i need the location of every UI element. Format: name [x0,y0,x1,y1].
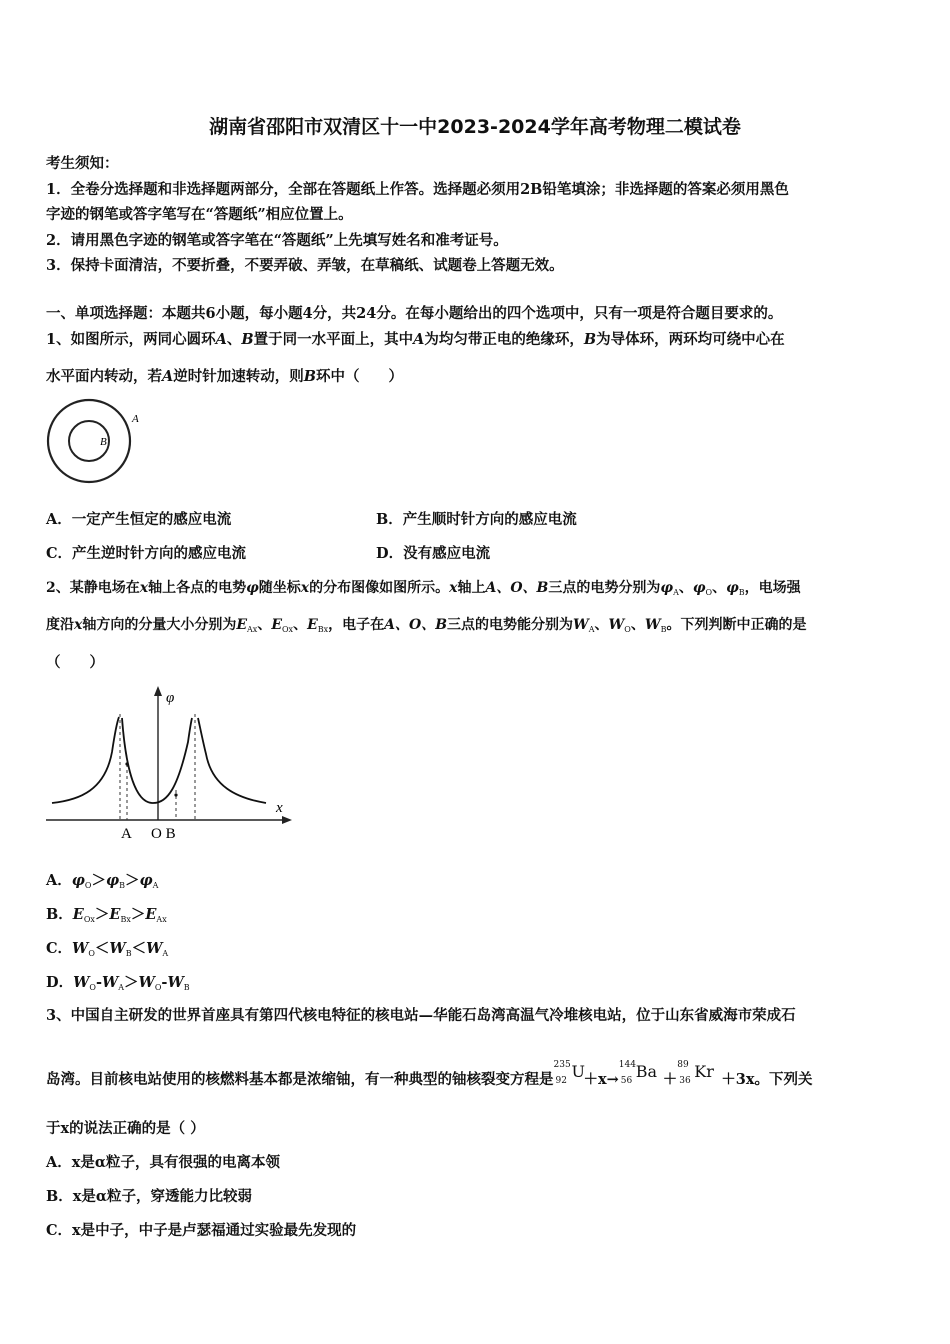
q2-sub: A [588,625,595,634]
q1-ring-b: B [303,368,317,385]
q1-text: 为导体环，两环均可绕中心在 [596,331,785,348]
mass-number: 89 [677,1060,689,1070]
q3-plus: ＋ [662,1071,678,1088]
q3-text: 岛湾。目前核电站使用的核燃料基本都是浓缩铀，有一种典型的铀核裂变方程是 [46,1071,554,1088]
q1-ring-a: A [215,331,227,348]
q2-sub: B [738,588,745,597]
q2-e: E [236,617,248,633]
q2-option-a[interactable] [46,869,158,890]
q2-text: 轴上各点的电势 [148,580,247,596]
option-letter: D． [46,974,74,991]
q2-sep: 、 [257,617,272,633]
q2-text: 三点的电势分别为 [548,580,661,596]
q2-sub: A [152,881,159,890]
q2-sub: O [84,881,92,890]
q1-ring-b: B [583,331,597,348]
q2-sub: A [118,983,125,992]
q3-option-a[interactable]: A．x是α粒子，具有很强的电离本领 [46,1154,281,1171]
q2-phi-a: φ [660,580,674,596]
q3-option-c[interactable]: C．x是中子，中子是卢瑟福通过实验最先发现的 [46,1222,357,1239]
q2-sep: 、 [678,580,693,596]
notice-item-3: 3．保持卡面清洁，不要折叠，不要弄破、弄皱，在草稿纸、试题卷上答题无效。 [46,257,564,274]
q2-stem-line2 [46,614,806,634]
q1-text: 逆时针加速转动，则 [173,368,304,385]
q2-sub: B [660,625,667,634]
q2-sub: O [88,949,95,958]
q3-stem-line2 [46,1062,813,1090]
section-heading: 一、单项选择题：本题共6小题，每小题4分，共24分。在每小题给出的四个选项中，只有一项是符合题目要求的。 [46,305,783,322]
q3-stem-line3: 于x的说法正确的是（ ） [46,1120,205,1137]
q2-sub: O [154,983,162,992]
q2-gt: ＞ [91,872,106,889]
q2-minus: - [95,974,102,991]
q2-phi: φ [105,872,120,889]
q1-ring-a: A [413,331,425,348]
q2-phi: φ [71,872,85,889]
q2-sub: A [673,588,679,597]
q2-w: W [644,617,661,633]
q2-sep: 、 [630,617,645,633]
q2-option-d[interactable] [46,971,190,992]
q2-sep: 、 [712,580,727,596]
q1-text: 置于同一水平面上，其中 [253,331,414,348]
q2-text: 随坐标 [258,580,301,596]
page-title: 湖南省邵阳市双清区十一中2023-2024学年高考物理二模试卷 [209,116,741,138]
notice-heading: 考生须知： [46,155,119,172]
q2-sep: 、 [293,617,308,633]
option-letter: B． [46,906,73,923]
q2-text: 2、某静电场在 [46,580,140,596]
q2-gt: ＞ [130,906,146,923]
q2-text: 三点的电势能分别为 [447,617,574,633]
q1-option-c[interactable]: C．产生逆时针方向的感应电流 [46,545,247,562]
curve-middle-branch [122,718,192,803]
q2-stem-line1 [46,577,801,597]
x-axis-label: x [276,800,283,816]
q3-option-b[interactable]: B．x是α粒子，穿透能力比较弱 [46,1188,253,1205]
q2-points: A、O、B [384,617,448,633]
element-symbol: Kr [694,1062,714,1081]
q2-e: E [109,906,121,923]
q2-var-x: x [139,580,149,596]
q2-phi: φ [139,872,153,889]
q3-stem-line1: 3、中国自主研发的世界首座具有第四代核电特征的核电站—华能石岛湾高温气冷堆核电站，位于山东省威海市荣成石 [46,1007,796,1024]
nuclide-uranium [554,1062,584,1090]
q1-option-b[interactable]: B．产生顺时针方向的感应电流 [376,511,577,528]
q1-stem-line1 [46,328,785,349]
q2-text: 。下列判断中正确的是 [666,617,807,633]
q2-stem-line3: （ ） [46,654,104,671]
q2-var-x: x [300,580,310,596]
x-axis-arrow [282,816,292,824]
atomic-number: 56 [620,1076,633,1086]
outer-ring-a [48,400,130,482]
q2-gt: ＞ [124,872,140,889]
q2-sub: B [119,881,125,890]
q2-lt: ＜ [131,940,147,957]
q3-text: ＋x→ [583,1071,619,1088]
q2-sub: Bx [317,625,329,634]
q3-text: ＋3x。下列关 [721,1071,813,1088]
q2-w: W [72,940,89,957]
q2-text: ，电子在 [328,617,385,633]
q2-e: E [307,617,318,633]
q2-text: 轴方向的分量大小分别为 [82,617,237,633]
nuclide-krypton [677,1062,721,1090]
q2-sub: O [705,588,713,597]
atomic-number: 36 [679,1076,691,1086]
q1-sep: 、 [226,331,242,348]
q2-lt: ＜ [94,940,110,957]
q2-e: E [145,906,157,923]
mass-number: 235 [553,1060,571,1070]
q2-w: W [73,974,90,991]
q1-rings-figure [44,394,154,488]
q2-potential-graph [40,682,300,844]
element-symbol: U [571,1062,585,1081]
q2-sub: O [624,625,631,634]
q2-sub: B [183,983,190,992]
q2-sub: Ax [156,915,167,924]
q2-var-phi: φ [246,580,259,596]
q1-text: 1、如图所示，两同心圆环 [46,331,216,348]
q2-gt: ＞ [124,974,139,991]
q2-w: W [109,940,126,957]
q1-ring-a: A [162,368,174,385]
q2-w: W [167,974,184,991]
q2-w: W [608,617,625,633]
curve-left-branch [52,717,119,803]
element-symbol: Ba [635,1062,658,1081]
q2-gt: ＞ [94,906,110,923]
q2-minus: - [161,974,168,991]
q2-w: W [138,974,155,991]
notice-item-1a: 1．全卷分选择题和非选择题两部分，全部在答题纸上作答。选择题必须用2B铅笔填涂；非选择题的答案必须用黑色 [46,181,789,198]
y-axis-label: φ [166,690,175,706]
fig-label-a: A [132,413,139,425]
q1-text: 水平面内转动，若 [46,368,162,385]
q1-ring-b: B [241,331,254,348]
q2-text: 轴上 [457,580,486,596]
notice-item-2: 2．请用黑色字迹的钢笔或答字笔在“答题纸”上先填写姓名和准考证号。 [46,232,508,249]
fig-label-b: B [100,436,107,448]
q2-sub: Ox [282,625,294,634]
q2-sub: O [89,983,96,992]
tick-label-a: A [121,826,132,842]
q2-var-x: x [449,580,458,596]
q2-sub: Ax [247,625,258,634]
y-axis-arrow [154,686,162,696]
point-a [125,762,128,765]
q2-points: A、O、B [485,580,549,596]
tick-label-ob: O B [151,826,176,842]
q2-text: ，电场强 [744,580,801,596]
q2-phi-o: φ [692,580,706,596]
q1-text: 为均匀带正电的绝缘环， [424,331,584,348]
q2-e: E [271,617,282,633]
q2-w: W [573,617,589,633]
q2-var-x: x [74,617,83,633]
mass-number: 144 [618,1060,636,1070]
q1-stem-line2 [46,365,403,386]
q2-sep: 、 [594,617,609,633]
nuclide-barium [619,1062,663,1090]
q2-w: W [146,940,163,957]
q2-text: 的分布图像如图所示。 [309,580,450,596]
q2-sub: Bx [120,915,131,924]
q1-text: 环中（ ） [316,368,404,385]
curve-right-branch [198,718,266,803]
option-letter: A． [46,872,72,889]
point-b [174,793,177,796]
q2-sub: Ox [83,915,95,924]
q2-e: E [72,906,84,923]
q2-w: W [101,974,119,991]
q2-option-b[interactable] [46,903,167,924]
q1-option-d[interactable]: D．没有感应电流 [376,545,491,562]
q2-text: 度沿 [46,617,74,633]
option-letter: C． [46,940,73,957]
q1-option-a[interactable]: A．一定产生恒定的感应电流 [46,511,232,528]
q2-option-c[interactable] [46,937,168,958]
atomic-number: 92 [555,1076,567,1086]
q2-sub: A [162,949,169,958]
q2-sub: B [125,949,132,958]
notice-item-1b: 字迹的钢笔或答字笔写在“答题纸”相应位置上。 [46,206,353,223]
q2-phi-b: φ [726,580,739,596]
